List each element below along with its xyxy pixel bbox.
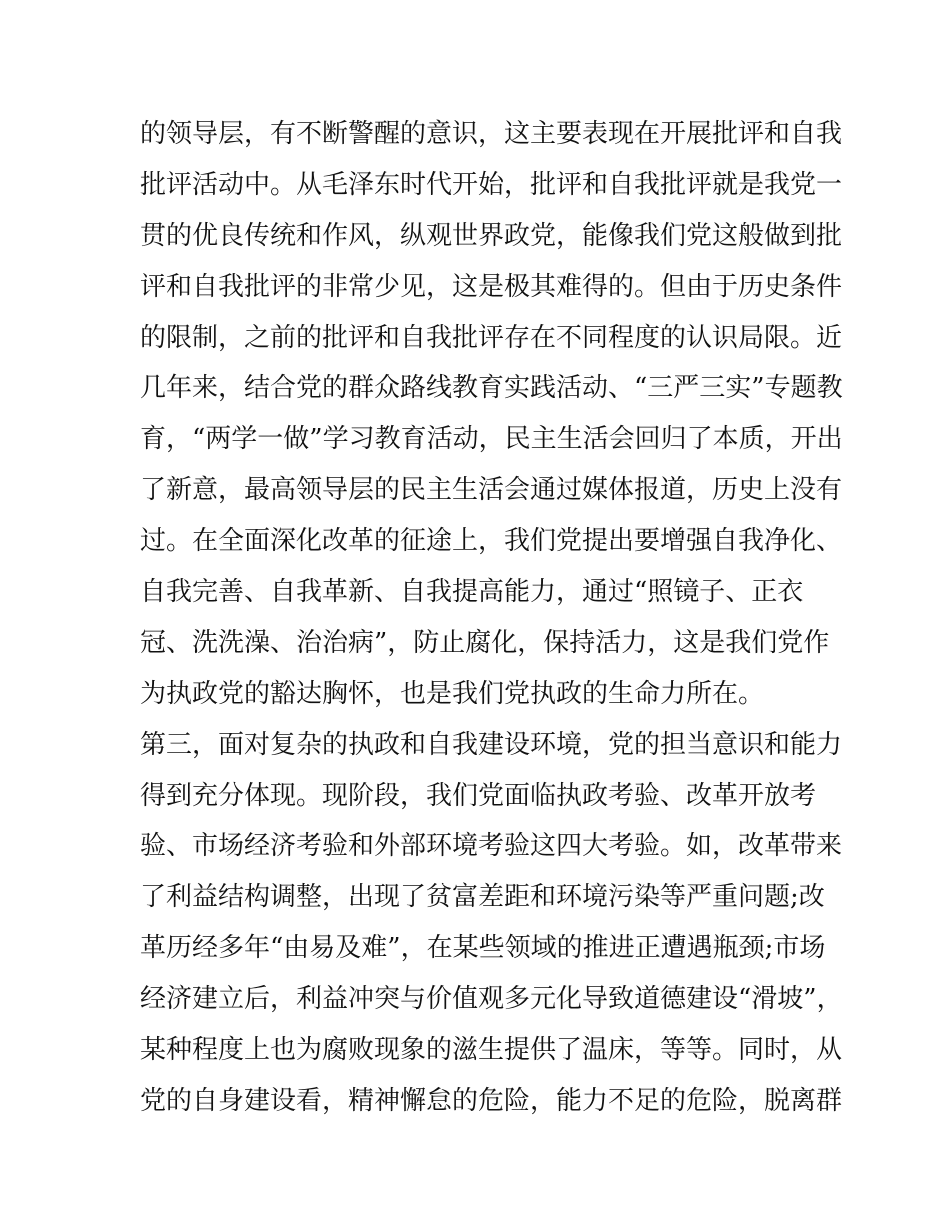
text-line: 革历经多年“由易及难”，在某些领域的推进正遭遇瓶颈;市场 [140,933,826,964]
text-line: 了新意，最高领导层的民主生活会通过媒体报道，历史上没有 [140,475,843,506]
text-line: 第三，面对复杂的执政和自我建设环境，党的担当意识和能力 [140,729,843,760]
text-line: 评和自我批评的非常少见，这是极其难得的。但由于历史条件 [140,271,843,302]
text-line: 育，“两学一做”学习教育活动，民主生活会回归了本质，开出 [140,424,843,455]
text-line: 得到充分体现。现阶段，我们党面临执政考验、改革开放考 [140,780,817,811]
text-line: 为执政党的豁达胸怀，也是我们党执政的生命力所在。 [140,678,765,709]
text-line: 验、市场经济考验和外部环境考验这四大考验。如，改革带来 [140,831,843,862]
body-text [140,109,843,1127]
text-line: 了利益结构调整，出现了贫富差距和环境污染等严重问题;改 [140,882,825,913]
text-line: 批评活动中。从毛泽东时代开始，批评和自我批评就是我党一 [140,169,843,200]
text-line: 贯的优良传统和作风，纵观世界政党，能像我们党这般做到批 [140,220,843,251]
text-line: 过。在全面深化改革的征途上，我们党提出要增强自我净化、 [140,526,843,557]
text-line: 的限制，之前的批评和自我批评存在不同程度的认识局限。近 [140,322,843,353]
text-line: 自我完善、自我革新、自我提高能力，通过“照镜子、正衣 [140,577,804,608]
text-line: 冠、洗洗澡、治治病”，防止腐化，保持活力，这是我们党作 [140,627,830,658]
text-line: 经济建立后，利益冲突与价值观多元化导致道德建设“滑坡”， [140,984,843,1015]
text-line: 几年来，结合党的群众路线教育实践活动、“三严三实”专题教 [140,373,843,404]
text-line: 的领导层，有不断警醒的意识，这主要表现在开展批评和自我 [140,119,843,149]
text-line: 党的自身建设看，精神懈怠的危险，能力不足的危险，脱离群 [140,1085,843,1116]
text-line: 某种程度上也为腐败现象的滋生提供了温床，等等。同时，从 [140,1035,843,1066]
